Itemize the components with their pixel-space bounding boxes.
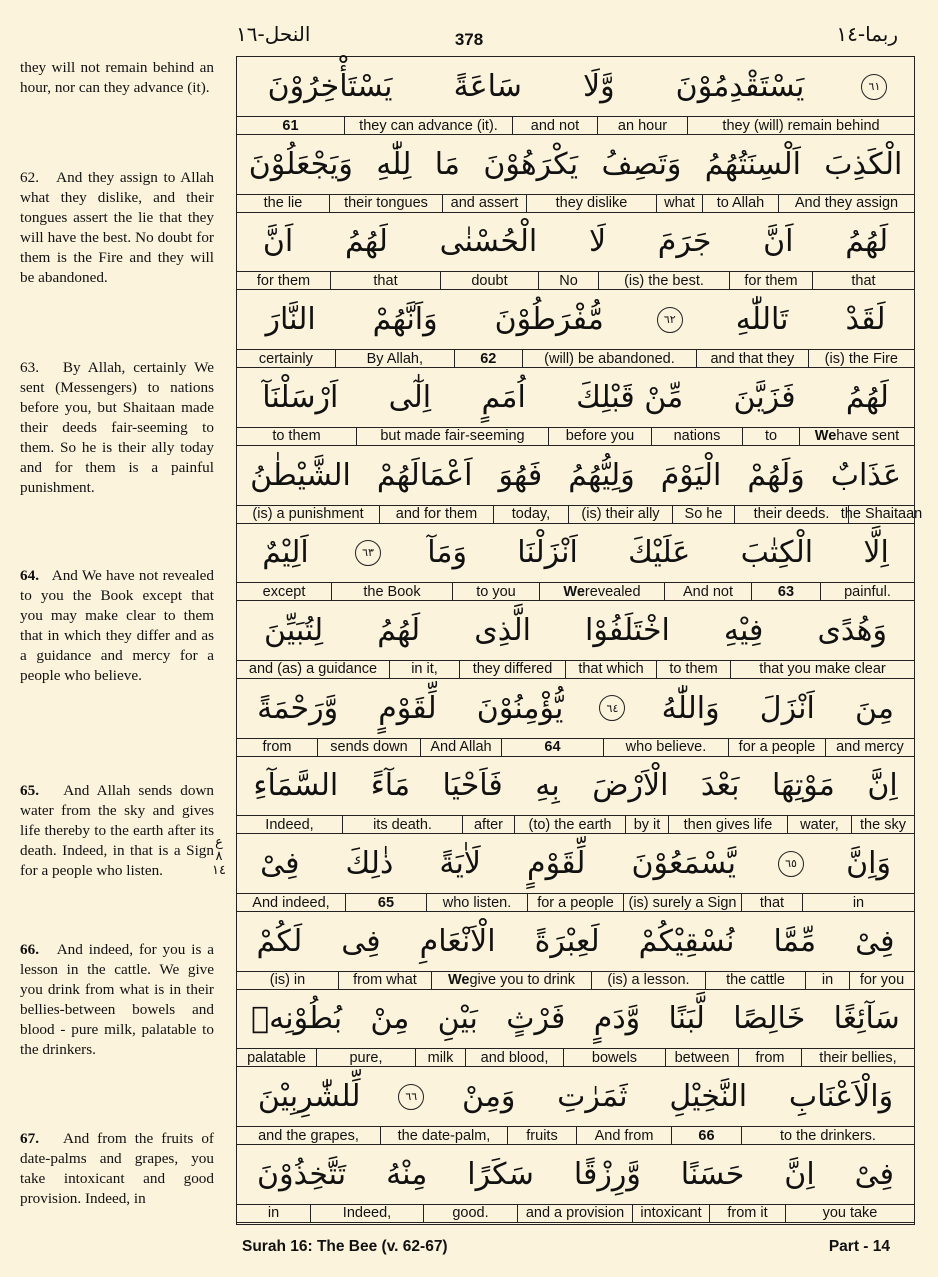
page-number: 378: [454, 30, 484, 49]
gloss-cell: the sky: [851, 816, 914, 833]
gloss-cell: good.: [423, 1205, 517, 1222]
arabic-word: وَلَهُمْ: [747, 457, 805, 493]
arabic-word: مَا: [434, 146, 460, 182]
gloss-cell: to you: [452, 583, 539, 600]
arabic-word: وَمَآ: [427, 535, 467, 571]
gloss-row: [237, 349, 914, 368]
footer-part: Part - 14: [828, 1238, 890, 1255]
gloss-row: [237, 893, 914, 912]
arabic-word: لَهُمُ: [377, 612, 421, 648]
arabic-word: فِىْ: [854, 1156, 895, 1192]
arabic-word: الَّذِى: [474, 612, 531, 648]
arabic-line: [237, 290, 914, 349]
arabic-word: لَكُمْ: [256, 923, 303, 959]
arabic-word: عَذَابٌ: [830, 457, 901, 493]
arabic-word: يَسْتَقْدِمُوْنَ: [675, 69, 805, 104]
gloss-cell: palatable: [247, 1049, 306, 1066]
gloss-cell: (is) a lesson.: [591, 972, 705, 989]
gloss-cell: and the grapes,: [258, 1127, 359, 1144]
arabic-line: [237, 135, 914, 194]
gloss-cell: their tongues: [329, 195, 442, 212]
arabic-word: ذٰلِكَ: [345, 846, 394, 881]
gloss-cell: (to) the earth: [514, 816, 625, 833]
section-marker: ع ٨ ١٤: [212, 835, 226, 878]
gloss-cell: By Allah,: [335, 350, 454, 367]
gloss-cell: and blood,: [465, 1049, 563, 1066]
gloss-cell: We revealed: [539, 583, 664, 600]
arabic-word: سَكَرًا: [467, 1156, 534, 1192]
gloss-cell: And they assign: [778, 195, 914, 212]
arabic-word: لَّبَنًا: [668, 1001, 705, 1037]
gloss-cell: they (will) remain behind: [687, 117, 914, 134]
verse-number: 67.: [20, 1130, 64, 1147]
arabic-word: فِى: [341, 923, 381, 959]
arabic-word: اِلَّا: [863, 535, 889, 571]
arabic-word: وَمِنْ: [462, 1079, 516, 1115]
gloss-cell: in: [267, 1205, 280, 1222]
gloss-cell: We give you to drink: [431, 972, 591, 989]
arabic-word: مِنَ: [855, 690, 894, 726]
arabic-line: [237, 912, 914, 971]
arabic-word: اخْتَلَفُوْا: [584, 612, 670, 648]
gloss-row: [237, 971, 914, 990]
gloss-row: [237, 1126, 914, 1145]
arabic-word: وَاللّٰهُ: [661, 690, 720, 726]
gloss-cell: to them: [272, 428, 321, 445]
gloss-cell: their bellies,: [801, 1049, 914, 1066]
arabic-word: لَهُمُ: [845, 379, 889, 415]
gloss-cell: to: [742, 428, 799, 445]
arabic-word: ثَمَرٰتِ: [557, 1079, 628, 1115]
arabic-line: [237, 212, 914, 271]
gloss-cell: And Allah: [420, 739, 501, 756]
gloss-verse-number: 64: [501, 739, 603, 756]
gloss-cell: for them: [256, 272, 311, 289]
ayah-end-marker: ٦٣: [355, 540, 381, 566]
gloss-row: [237, 116, 914, 135]
arabic-line: [237, 1067, 914, 1126]
gloss-cell: that which: [565, 661, 656, 678]
header-surah-name: النحل-١٦: [236, 22, 311, 46]
arabic-word: مِنْ: [370, 1001, 410, 1037]
arabic-word: اَلْسِنَتُهُمُ: [704, 146, 801, 182]
ayah-end-marker: ٦٥: [778, 851, 804, 877]
gloss-cell: today,: [493, 506, 568, 523]
commentary-text: And they assign to Allah what they dislike, and their tongues assert the lie that they will have the best. No doubt for them is the Fire and they will be abandoned.: [20, 169, 214, 286]
gloss-cell: fruits: [507, 1127, 576, 1144]
ayah-end-marker: ٦١: [861, 74, 887, 100]
gloss-cell: from what: [338, 972, 431, 989]
arabic-word: وَالْاَعْنَابِ: [788, 1079, 894, 1115]
arabic-word: النَّخِيْلِ: [669, 1079, 748, 1115]
arabic-word: وَّرَحْمَةً: [257, 690, 339, 726]
gloss-cell: who listen.: [426, 894, 527, 911]
arabic-word: فَاَحْيَا: [442, 768, 503, 804]
gloss-cell: in: [802, 894, 914, 911]
gloss-row: [237, 1048, 914, 1067]
gloss-cell: milk: [415, 1049, 465, 1066]
footer-surah-title: Surah 16: The Bee (v. 62-67): [242, 1238, 448, 1255]
gloss-cell: No: [538, 272, 598, 289]
arabic-word: عَلَيْكَ: [628, 535, 691, 571]
gloss-cell: (is) the best.: [598, 272, 729, 289]
arabic-word: مِّنْ قَبْلِكَ: [576, 379, 684, 415]
arabic-word: وَهُدًى: [817, 612, 887, 648]
arabic-word: اِلٰٓى: [388, 379, 432, 415]
arabic-word: الْكَذِبَ: [824, 146, 903, 182]
arabic-word: اَعْمَالَهُمْ: [376, 457, 473, 493]
arabic-word: لَعِبْرَةً: [534, 923, 600, 959]
arabic-word: اَنَّ: [262, 224, 294, 260]
gloss-cell: nations: [651, 428, 742, 445]
gloss-cell: for a people: [527, 894, 623, 911]
gloss-cell: and a provision: [517, 1205, 632, 1222]
verse-number: 65.: [20, 782, 64, 799]
arabic-word: لَهُمُ: [344, 224, 388, 260]
gloss-cell: Indeed,: [265, 816, 314, 833]
arabic-word: اَلِيْمٌ: [262, 535, 309, 571]
arabic-word: وَّلَا: [582, 69, 615, 104]
verse-number: 64.: [20, 567, 52, 584]
gloss-cell: And from: [576, 1127, 671, 1144]
arabic-word: فَرْثٍ: [506, 1001, 566, 1037]
gloss-row: [237, 660, 914, 679]
gloss-cell: for a people: [728, 739, 825, 756]
arabic-word: لِّقَوْمٍ: [378, 690, 437, 726]
commentary-text: And indeed, for you is a lesson in the cattle. We give you drink from what is in their bellies-between bowels and blood - pure milk, palatable to the drinkers.: [20, 941, 215, 1058]
gloss-cell: and mercy: [825, 739, 914, 756]
gloss-cell: the Book: [331, 583, 452, 600]
arabic-word: لَاٰيَةً: [439, 846, 481, 881]
arabic-word: وَاِنَّ: [846, 846, 891, 881]
arabic-word: فِىْ: [260, 846, 300, 881]
gloss-cell: then gives life: [668, 816, 787, 833]
gloss-cell: the lie: [263, 195, 303, 212]
gloss-cell: pure,: [316, 1049, 415, 1066]
gloss-row: [237, 505, 923, 524]
arabic-word: الْكِتٰبَ: [740, 535, 814, 571]
gloss-row: [237, 194, 914, 213]
arabic-line: [237, 523, 914, 582]
arabic-line: [237, 368, 914, 427]
gloss-cell: certainly: [258, 350, 313, 367]
arabic-word: تَتَّخِذُوْنَ: [257, 1156, 347, 1192]
commentary-paragraph: [20, 781, 214, 881]
gloss-cell: (is) the Fire: [808, 350, 914, 367]
arabic-word: لِتُبَيِّنَ: [264, 612, 324, 648]
arabic-word: مِّمَّا: [773, 923, 817, 959]
gloss-cell: and that they: [696, 350, 808, 367]
gloss-cell: the Shaitaan: [840, 506, 923, 522]
gloss-cell: and not: [512, 117, 597, 134]
gloss-cell: from it: [709, 1205, 785, 1222]
gloss-cell: (will) be abandoned.: [522, 350, 696, 367]
commentary-paragraph: [20, 58, 214, 98]
gloss-cell: water,: [787, 816, 851, 833]
arabic-word: لِلّٰهِ: [376, 146, 412, 182]
arabic-word: فَزَيَّنَ: [733, 379, 796, 415]
arabic-word: يَسْتَأْخِرُوْنَ: [267, 69, 393, 104]
gloss-cell: the date-palm,: [380, 1127, 507, 1144]
arabic-word: بِهِ: [535, 768, 560, 804]
arabic-word: اِنَّ: [784, 1156, 815, 1192]
commentary-paragraph: [20, 940, 214, 1060]
arabic-word: وَلِيُّهُمُ: [568, 457, 635, 493]
arabic-word: بَعْدَ: [700, 768, 740, 804]
arabic-word: جَرَمَ: [657, 224, 712, 260]
gloss-verse-number: 65: [345, 894, 426, 911]
gloss-cell: painful.: [820, 583, 914, 600]
gloss-cell: to them: [656, 661, 730, 678]
ayah-end-marker: ٦٢: [657, 307, 683, 333]
gloss-cell: its death.: [342, 816, 462, 833]
gloss-row: [237, 427, 914, 446]
gloss-cell: So he: [672, 506, 734, 523]
gloss-cell: their deeds.: [734, 506, 848, 523]
arabic-word: النَّارَ: [265, 302, 316, 338]
gloss-cell: And indeed,: [252, 894, 330, 911]
gloss-cell: (is) a punishment: [252, 506, 364, 522]
gloss-verse-number: 63: [751, 583, 820, 600]
commentary-text: they will not remain behind an hour, nor can they advance (it).: [20, 59, 214, 96]
gloss-cell: that: [741, 894, 802, 911]
arabic-word: تَاللّٰهِ: [735, 302, 789, 338]
arabic-word: الْحُسْنٰى: [439, 224, 538, 260]
arabic-word: خَالِصًا: [733, 1001, 806, 1037]
arabic-word: الْاَرْضَ: [592, 768, 669, 804]
gloss-cell: (is) their ally: [568, 506, 672, 523]
gloss-cell: bowels: [563, 1049, 665, 1066]
verse-number: 62.: [20, 169, 57, 186]
gloss-cell: Indeed,: [310, 1205, 423, 1222]
arabic-word: فِيْهِ: [723, 612, 764, 648]
verse-number: 66.: [20, 941, 57, 958]
gloss-row: [237, 738, 914, 757]
arabic-word: الشَّيْطٰنُ: [250, 457, 351, 493]
gloss-cell: they dislike: [526, 195, 656, 212]
arabic-line: [237, 601, 914, 660]
gloss-cell: And not: [664, 583, 751, 600]
gloss-cell: but made fair-seeming: [356, 428, 548, 445]
arabic-word: مِنْهُ: [386, 1156, 428, 1192]
ayah-end-marker: ٦٦: [398, 1084, 424, 1110]
commentary-text: And from the fruits of date-palms and grapes, you take intoxicant and good provision. Indeed, in: [20, 1130, 214, 1207]
gloss-cell: by it: [625, 816, 668, 833]
arabic-word: مُّفْرَطُوْنَ: [494, 302, 604, 338]
commentary-paragraph: [20, 566, 214, 686]
gloss-cell: in: [805, 972, 849, 989]
arabic-word: لِّقَوْمٍ: [527, 846, 586, 881]
gloss-row: [237, 271, 914, 290]
gloss-cell: after: [462, 816, 514, 833]
gloss-cell: We have sent: [799, 428, 914, 445]
gloss-cell: and for them: [379, 506, 493, 523]
arabic-word: لَهُمُ: [845, 224, 889, 260]
gloss-cell: (is) in: [269, 972, 306, 989]
arabic-word: حَسَنًا: [680, 1156, 745, 1192]
gloss-cell: who believe.: [603, 739, 728, 756]
arabic-word: يَكْرَهُوْنَ: [483, 146, 579, 182]
gloss-cell: to Allah: [702, 195, 778, 212]
gloss-verse-number: 61: [282, 117, 299, 134]
gloss-cell: an hour: [597, 117, 687, 134]
arabic-word: لِّلشّٰرِبِيْنَ: [257, 1079, 361, 1115]
arabic-line: [237, 989, 914, 1048]
arabic-word: وَتَصِفُ: [601, 146, 682, 182]
arabic-word: اَنْزَلَ: [759, 690, 815, 726]
gloss-cell: doubt: [440, 272, 538, 289]
commentary-text: And We have not revealed to you the Book except that you may make clear to them that in which they differ and as a guidance and mercy for a people who believe.: [20, 567, 215, 684]
arabic-word: فَهُوَ: [498, 457, 543, 493]
gloss-cell: between: [665, 1049, 738, 1066]
verse-number: 63.: [20, 359, 63, 376]
gloss-cell: for you: [849, 972, 914, 989]
commentary-paragraph: [20, 1129, 214, 1209]
gloss-row: [237, 815, 914, 834]
arabic-word: لَقَدْ: [845, 302, 886, 338]
arabic-word: اَرْسَلْنَآ: [262, 379, 339, 415]
gloss-cell: you take: [785, 1205, 914, 1222]
commentary-text: By Allah, certainly We sent (Messengers) to nations before you, but Shaitaan made their deeds fair-seeming to them. So he is their ally today and for them is a painful punishment.: [20, 359, 214, 496]
gloss-cell: (is) surely a Sign: [623, 894, 741, 911]
arabic-word: مَآءً: [370, 768, 411, 804]
gloss-cell: that: [330, 272, 440, 289]
gloss-verse-number: 62: [454, 350, 522, 367]
gloss-cell: that you make clear: [730, 661, 914, 678]
gloss-row: [237, 1204, 914, 1223]
arabic-word: نُسْقِيْكُمْ: [638, 923, 735, 959]
word-by-word-grid: [236, 56, 923, 1225]
arabic-word: وَّرِزْقًا: [573, 1156, 641, 1192]
commentary-paragraph: [20, 358, 214, 498]
gloss-cell: and assert: [442, 195, 526, 212]
gloss-cell: sends down: [317, 739, 420, 756]
arabic-line: [237, 1145, 914, 1204]
arabic-word: وَّدَمٍ: [593, 1001, 641, 1037]
gloss-cell: in it,: [389, 661, 459, 678]
commentary-paragraph: [20, 168, 214, 288]
arabic-word: اَنَّ: [763, 224, 794, 260]
gloss-cell: what: [656, 195, 702, 212]
arabic-word: اُمَمٍ: [481, 379, 526, 415]
arabic-word: بَيْنِ: [437, 1001, 478, 1037]
arabic-word: وَاَنَّهُمْ: [372, 302, 438, 338]
arabic-line: [237, 834, 914, 893]
gloss-row: [237, 582, 914, 601]
arabic-word: الْاَنْعَامِ: [419, 923, 496, 959]
header-juz-name: ربما-١٤: [836, 22, 898, 46]
arabic-word: سَآئِغًا: [833, 1001, 900, 1037]
arabic-word: فِىْ: [855, 923, 895, 959]
arabic-line: [237, 57, 914, 116]
gloss-cell: they differed: [459, 661, 565, 678]
arabic-word: يَّسْمَعُوْنَ: [631, 846, 736, 881]
arabic-word: اِنَّ: [867, 768, 898, 804]
gloss-cell: except: [262, 583, 306, 600]
gloss-cell: to the drinkers.: [741, 1127, 914, 1144]
gloss-cell: before you: [548, 428, 651, 445]
gloss-cell: from: [738, 1049, 801, 1066]
arabic-word: يُّؤْمِنُوْنَ: [476, 690, 564, 726]
arabic-word: سَاعَةً: [453, 69, 522, 104]
ayah-end-marker: ٦٤: [599, 695, 625, 721]
gloss-cell: and (as) a guidance: [248, 661, 378, 678]
arabic-word: مَوْتِهَا: [771, 768, 835, 804]
arabic-line: [237, 679, 914, 738]
gloss-cell: from: [262, 739, 292, 756]
arabic-word: اَنْزَلْنَا: [517, 535, 578, 571]
gloss-cell: they can advance (it).: [344, 117, 512, 134]
commentary-text: And Allah sends down water from the sky and gives life thereby to the earth after its death. Indeed, in that is a Sign for a people who listen.: [20, 782, 215, 879]
gloss-cell: that: [812, 272, 914, 289]
gloss-cell: for them: [729, 272, 812, 289]
arabic-line: [237, 446, 914, 505]
arabic-word: السَّمَآءِ: [253, 768, 339, 804]
gloss-cell: the cattle: [705, 972, 805, 989]
arabic-word: الْيَوْمَ: [660, 457, 722, 493]
arabic-line: [237, 756, 914, 815]
arabic-word: لَا: [588, 224, 607, 260]
gloss-cell: intoxicant: [632, 1205, 709, 1222]
arabic-word: وَيَجْعَلُوْنَ: [248, 146, 353, 182]
gloss-verse-number: 66: [671, 1127, 741, 1144]
arabic-word: بُطُوْنِهٖ: [251, 1001, 343, 1037]
